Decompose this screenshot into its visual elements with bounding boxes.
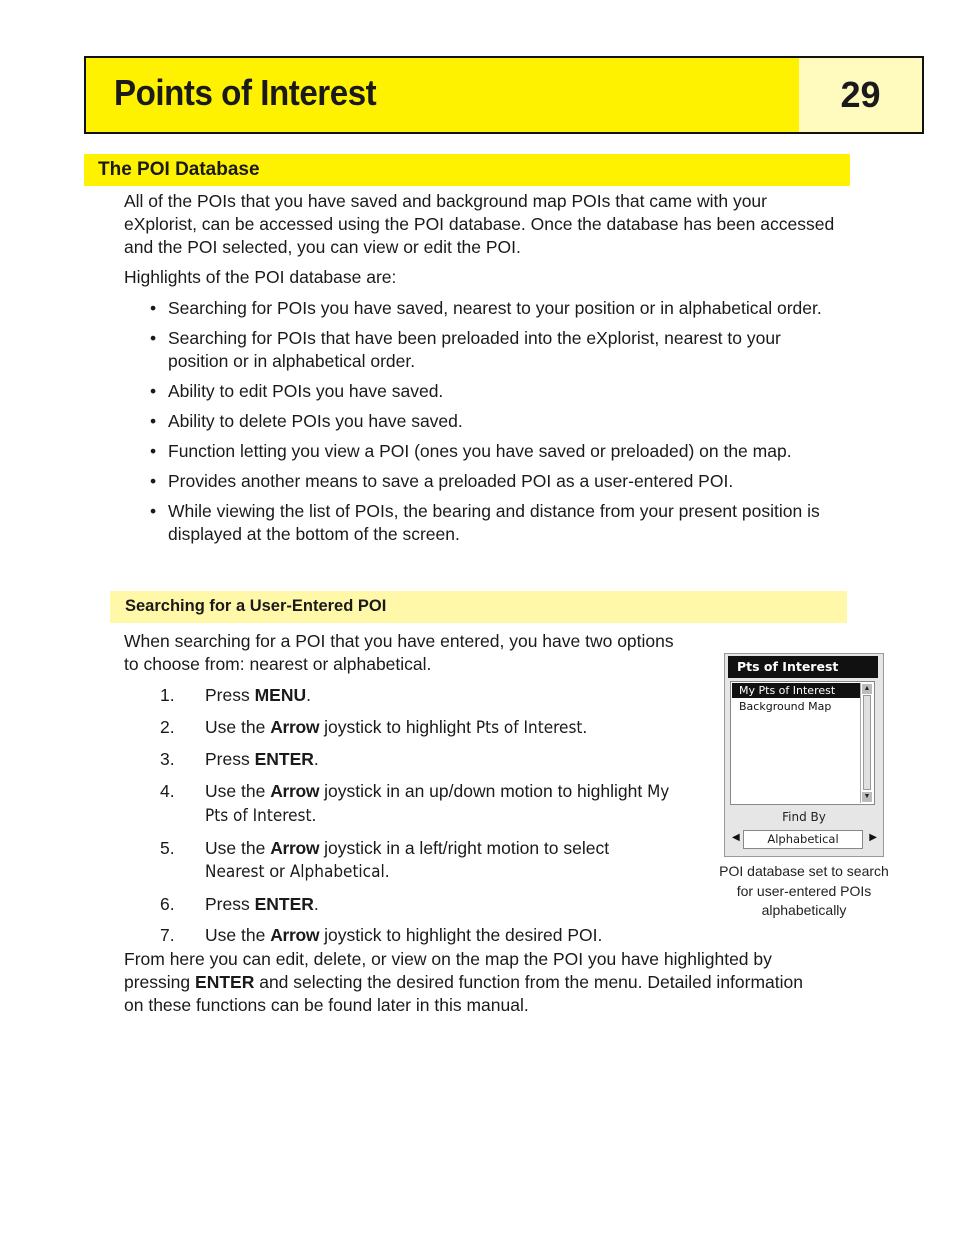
step-4: 4. Use the Arrow joystick in an up/down motion to highlight My Pts of Interest. xyxy=(160,780,670,826)
step-5: 5. Use the Arrow joystick in a left/right motion to select Nearest or Alphabetical. xyxy=(160,837,610,882)
list-item: • While viewing the list of POIs, the bearing and distance from your present position is displayed at the bottom of the screen. xyxy=(150,501,820,544)
steps-list xyxy=(160,684,720,948)
device-list-item-selected: My Pts of Interest xyxy=(732,683,862,698)
list-item: • Provides another means to save a preloaded POI as a user-entered POI. xyxy=(150,471,734,491)
device-list xyxy=(730,681,875,805)
list-item: • Ability to edit POIs you have saved. xyxy=(150,381,444,401)
find-by-label: Find By xyxy=(782,810,826,824)
subsection-outro: From here you can edit, delete, or view on the map the POI you have highlighted by pressing ENTER and selecting the desired function from the menu. Detailed information on these functions can be found later in this manual. xyxy=(124,949,804,1015)
device-title-bar: Pts of Interest xyxy=(728,656,878,678)
device-list-item: Background Map xyxy=(739,700,832,713)
section-heading: The POI Database xyxy=(84,154,850,186)
subsection-heading: Searching for a User-Entered POI xyxy=(110,591,847,623)
figure-caption: POI database set to search for user-entered POIs alphabetically xyxy=(719,863,889,918)
find-by-value: Alphabetical xyxy=(743,830,863,849)
highlights-list xyxy=(150,297,880,546)
scroll-up-icon: ▲ xyxy=(863,685,871,692)
chapter-title: Points of Interest xyxy=(114,72,377,113)
list-item: • Function letting you view a POI (ones you have saved or preloaded) on the map. xyxy=(150,441,792,461)
step-2: 2. Use the Arrow joystick to highlight Pts of Interest. xyxy=(160,716,588,738)
step-3: 3. Press ENTER. xyxy=(160,749,319,769)
device-screen xyxy=(724,653,884,857)
list-item: • Searching for POIs you have saved, nearest to your position or in alphabetical order. xyxy=(150,298,822,318)
find-by-selector xyxy=(731,830,877,850)
scroll-thumb xyxy=(863,695,871,790)
subsection-intro: When searching for a POI that you have entered, you have two options to choose from: nearest or alphabetical. xyxy=(124,631,674,674)
left-arrow-icon: ◀ xyxy=(732,832,740,843)
section-intro: All of the POIs that you have saved and background map POIs that came with your eXplorist, can be accessed using the POI database. Once the database has been accessed and the POI selected, you can view or edit the POI. xyxy=(124,191,835,257)
device-scrollbar xyxy=(860,683,873,803)
right-arrow-icon: ▶ xyxy=(869,832,877,843)
highlights-label: Highlights of the POI database are: xyxy=(124,267,397,287)
step-1: 1. Press MENU. xyxy=(160,685,312,705)
step-6: 6. Press ENTER. xyxy=(160,893,319,914)
list-item: • Searching for POIs that have been preloaded into the eXplorist, nearest to your position or in alphabetical order. xyxy=(150,328,781,371)
chapter-header xyxy=(84,56,924,134)
list-item: • Ability to delete POIs you have saved. xyxy=(150,411,463,431)
page-number: 29 xyxy=(799,58,922,132)
step-7: 7. Use the Arrow joystick to highlight the desired POI. xyxy=(160,925,603,945)
scroll-down-icon: ▼ xyxy=(863,793,871,800)
